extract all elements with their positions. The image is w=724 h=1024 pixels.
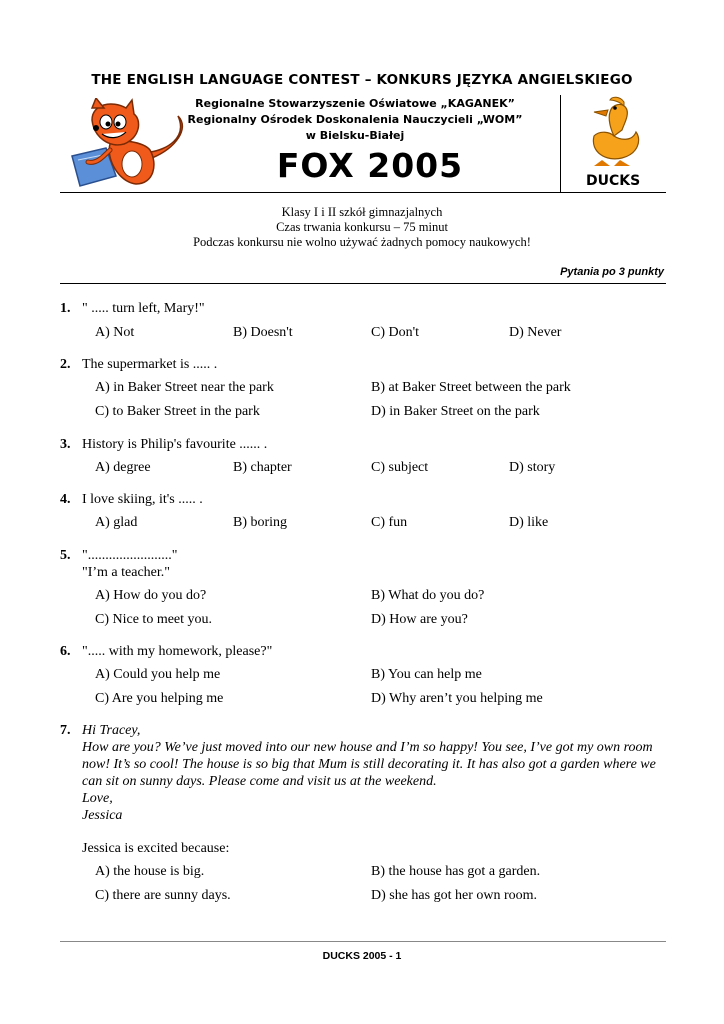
info-line-2: Czas trwania konkursu – 75 minut [276,220,448,234]
answer-option: C) Don't [371,325,420,340]
answer-option: D) How are you? [371,612,468,627]
contest-title: THE ENGLISH LANGUAGE CONTEST – KONKURS JĘZYKA ANGIELSKIEGO [91,72,633,88]
page-footer: DUCKS 2005 - 1 [322,950,402,962]
organization-line-2: Regionalny Ośrodek Doskonalenia Nauczycieli „WOM” [187,113,523,126]
answer-option: D) in Baker Street on the park [371,404,540,419]
info-line-3: Podczas konkursu nie wolno używać żadnych pomocy naukowych! [193,235,531,249]
answer-option: B) the house has got a garden. [371,864,541,879]
question-text-line-2: "I’m a teacher." [82,565,170,580]
answer-option: C) Nice to meet you. [95,612,213,627]
answer-option: A) in Baker Street near the park [95,380,274,395]
question-number: 2. [60,357,71,372]
answer-option: D) like [509,515,549,530]
question-text: "........................" [82,548,178,563]
header-rule [60,192,666,193]
question-number: 5. [60,548,71,563]
answer-option: D) Why aren’t you helping me [371,691,543,706]
duck-icon [580,96,646,168]
answer-option: D) she has got her own room. [371,888,538,903]
letter-body: How are you? We’ve just moved into our new house and I’m so happy! You see, I’ve got my own room now! It’s so cool! The house is so big that Mum is still decorating it. It has also got a garden where we can sit on sunny days. Please come and visit us at the weekend. [82,740,656,789]
answer-option: A) the house is big. [95,864,205,879]
answer-option: C) Are you helping me [95,691,224,706]
section-rule [60,283,666,284]
category-label: DUCKS [586,173,641,189]
letter-greeting: Hi Tracey, [82,723,141,738]
question-text: " ..... turn left, Mary!" [82,301,205,316]
answer-option: A) Could you help me [95,667,221,682]
answer-option: D) Never [509,325,562,340]
question-text: History is Philip's favourite ...... . [82,437,268,452]
question-number: 6. [60,644,71,659]
question-number: 3. [60,437,71,452]
answer-option: C) there are sunny days. [95,888,231,903]
answer-option: B) at Baker Street between the park [371,380,571,395]
footer-rule [60,941,666,942]
answer-option: B) chapter [233,460,292,475]
answer-option: B) What do you do? [371,588,485,603]
letter-signature: Jessica [82,808,123,823]
answer-option: A) glad [95,515,138,530]
answer-option: B) Doesn't [233,325,293,340]
answer-option: C) subject [371,460,429,475]
question-text: I love skiing, it's ..... . [82,492,203,507]
answer-option: A) How do you do? [95,588,207,603]
answer-option: C) fun [371,515,408,530]
header-divider [560,95,561,193]
answer-option: B) boring [233,515,288,530]
organization-line-1: Regionalne Stowarzyszenie Oświatowe „KAGANEK” [195,97,515,110]
letter-closing: Love, [82,791,113,806]
question-number: 4. [60,492,71,507]
organization-line-3: w Bielsku-Białej [305,129,405,142]
question-text: The supermarket is ..... . [82,357,218,372]
answer-option: A) Not [95,325,135,340]
points-label: Pytania po 3 punkty [560,266,664,278]
answer-option: A) degree [95,460,151,475]
answer-option: B) You can help me [371,667,482,682]
question-text: "..... with my homework, please?" [82,644,273,659]
answer-option: C) to Baker Street in the park [95,404,260,419]
question-number: 1. [60,301,71,316]
answer-option: D) story [509,460,556,475]
fox-title: FOX 2005 [276,146,464,185]
question-text: Jessica is excited because: [82,841,230,856]
fox-mascot-icon [66,98,196,190]
question-number: 7. [60,723,71,738]
info-line-1: Klasy I i II szkół gimnazjalnych [281,205,443,219]
